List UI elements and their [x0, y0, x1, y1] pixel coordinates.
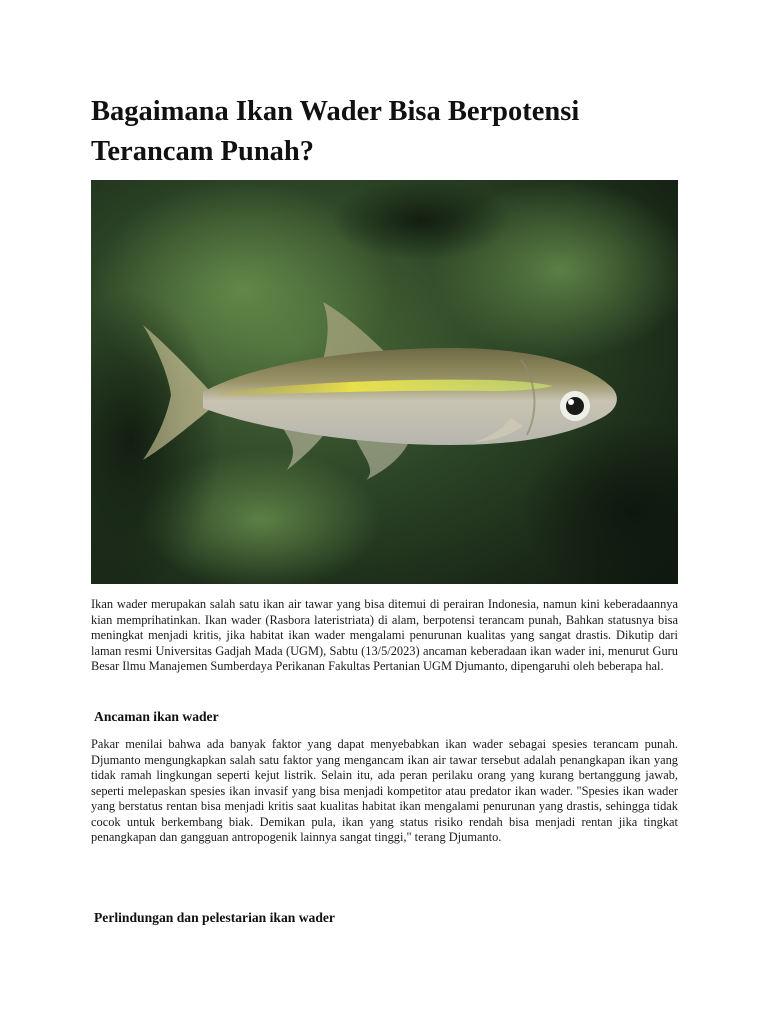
section-heading-threats: Ancaman ikan wader [94, 709, 219, 724]
section-heading-protection: Perlindungan dan pelestarian ikan wader [94, 910, 335, 925]
fish-photo [91, 180, 678, 584]
fish-illustration [91, 180, 678, 584]
article-title: Bagaimana Ikan Wader Bisa Berpotensi Terancam Punah? [91, 96, 580, 167]
intro-paragraph: Ikan wader merupakan salah satu ikan air tawar yang bisa ditemui di perairan Indonesia, namun kini keberadaannya kian memprihatinkan. Ikan wader (Rasbora lateristriata) di alam, berpotensi terancam punah, Bahkan statusnya bisa meningkat menjadi kritis, jika habitat ikan wader mengalami penurunan kualitas yang sangat drastis. Dikutip dari laman resmi Universitas Gadjah Mada (UGM), Sabtu (13/5/2023) ancaman keberadaan ikan wader ini, menurut Guru Besar Ilmu Manajemen Sumberdaya Perikanan Fakultas Pertanian UGM Djumanto, dipengaruhi oleh beberapa hal. [91, 597, 678, 673]
threats-paragraph: Pakar menilai bahwa ada banyak faktor yang dapat menyebabkan ikan wader sebagai spesies terancam punah. Djumanto mengungkapkan salah satu faktor yang mengancam ikan air tawar tersebut adalah penangkapan ikan yang tidak ramah lingkungan seperti kejut listrik. Selain itu, ada peran perilaku orang yang kurang bertanggung jawab, seperti melepaskan spesies ikan invasif yang bisa menjadi kompetitor atau predator ikan wader. "Spesies ikan wader yang berstatus rentan bisa menjadi kritis saat kualitas habitat ikan mengalami penurunan yang drastis, sehingga tidak cocok untuk berkembang biak. Demikan pula, ikan yang status risiko rendah bisa menjadi rentan jika tingkat penangkapan dan gangguan antropogenik lainnya sangat tinggi," terang Djumanto. [91, 737, 678, 844]
